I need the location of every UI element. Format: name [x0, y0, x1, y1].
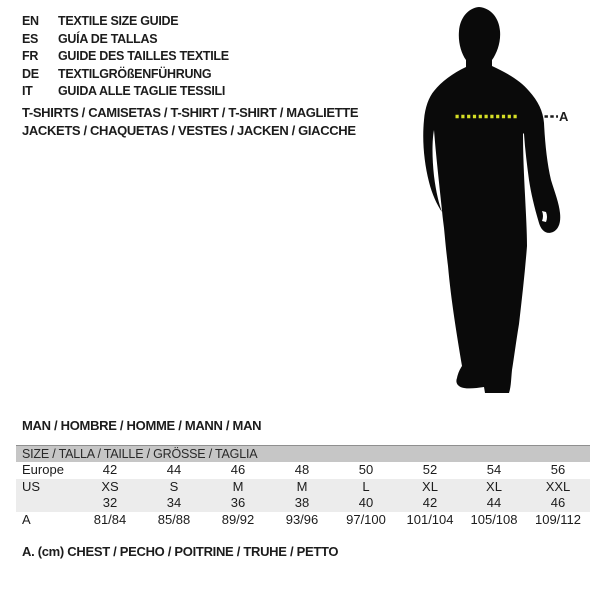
size-cell: XL	[422, 478, 438, 494]
size-row-us	[16, 479, 590, 496]
size-row-a-chest	[16, 512, 590, 529]
row-label	[16, 495, 78, 512]
language-label: GUIDA ALLE TAGLIE TESSILI	[58, 84, 226, 98]
size-cell: 42	[102, 462, 118, 477]
size-cell: 50	[358, 462, 374, 477]
size-cell: 44	[486, 495, 502, 510]
size-cell: XS	[101, 478, 119, 494]
size-cell: 46	[550, 495, 566, 510]
size-cell: S	[169, 478, 179, 494]
size-cell: 34	[166, 495, 182, 510]
category-line-tshirts: T-SHIRTS / CAMISETAS / T-SHIRT / T-SHIRT / MAGLIETTE	[22, 105, 359, 120]
language-code: EN	[22, 14, 39, 28]
size-cell: 32	[102, 495, 118, 510]
row-label: A	[22, 511, 31, 527]
language-code: DE	[22, 66, 39, 81]
footnote-chest: A. (cm) CHEST / PECHO / POITRINE / TRUHE / PETTO	[22, 544, 339, 559]
size-table	[16, 445, 590, 528]
size-cell: M	[296, 478, 308, 494]
language-label: GUÍA DE TALLAS	[58, 31, 158, 46]
language-label: TEXTILE SIZE GUIDE	[58, 14, 179, 28]
size-row-europe	[16, 462, 590, 479]
size-cell: 42	[422, 495, 438, 510]
size-cell: L	[362, 478, 370, 494]
size-cell: 93/96	[285, 511, 319, 527]
size-cell: 36	[230, 495, 246, 510]
language-code: ES	[22, 31, 39, 46]
language-row-es	[22, 31, 229, 49]
size-cell: 105/108	[470, 511, 518, 527]
language-row-it	[22, 83, 229, 101]
size-cell: 40	[358, 495, 374, 510]
size-row-us-numeric	[16, 495, 590, 512]
language-row-de	[22, 66, 229, 84]
language-code: FR	[22, 49, 39, 63]
size-cell: 44	[166, 462, 182, 477]
language-label: TEXTILGRÖßENFÜHRUNG	[58, 66, 212, 81]
size-cell: 109/112	[534, 511, 582, 527]
man-section-title: MAN / HOMBRE / HOMME / MANN / MAN	[22, 418, 262, 433]
size-cell: 89/92	[221, 511, 255, 527]
measure-label-a: A	[559, 109, 569, 124]
size-cell: 81/84	[93, 511, 127, 527]
size-cell: 56	[550, 462, 566, 477]
language-row-fr	[22, 48, 229, 66]
language-list	[22, 13, 229, 101]
size-cell: 97/100	[346, 511, 386, 527]
row-label: Europe	[22, 462, 64, 477]
size-cell: M	[232, 478, 244, 494]
language-code: IT	[22, 84, 33, 98]
size-cell: 46	[230, 462, 246, 477]
size-cell: 52	[422, 462, 438, 477]
size-cell: XXL	[545, 478, 571, 494]
size-cell: XL	[486, 478, 502, 494]
size-table-header: SIZE / TALLA / TAILLE / GRÖSSE / TAGLIA	[16, 446, 590, 462]
row-label: US	[22, 478, 41, 494]
language-row-en	[22, 13, 229, 31]
size-cell: 38	[294, 495, 310, 510]
man-figure	[400, 0, 600, 400]
size-cell: 85/88	[157, 511, 191, 527]
language-label: GUIDE DES TAILLES TEXTILE	[58, 49, 229, 63]
size-cell: 101/104	[406, 511, 454, 527]
size-cell: 48	[294, 462, 310, 477]
man-silhouette	[423, 7, 560, 393]
size-cell: 54	[486, 462, 502, 477]
category-line-jackets: JACKETS / CHAQUETAS / VESTES / JACKEN / GIACCHE	[22, 123, 356, 138]
category-headings	[22, 104, 358, 140]
